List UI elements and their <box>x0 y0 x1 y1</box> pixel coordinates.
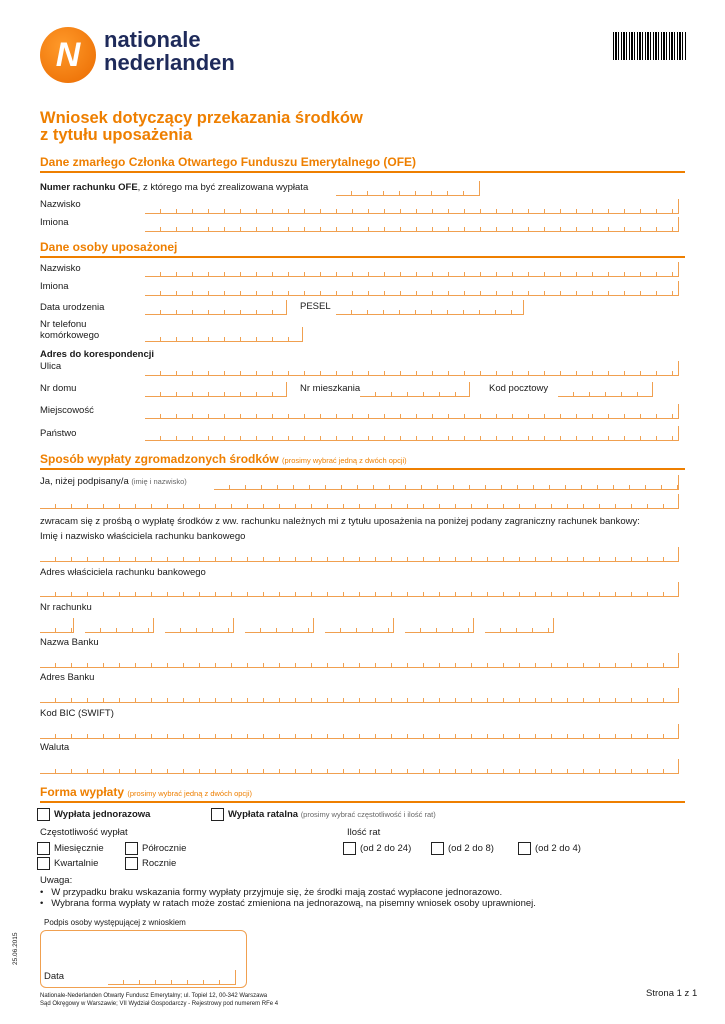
footer-date: 25.06.2015 <box>12 932 19 965</box>
postal-code-field[interactable] <box>558 384 653 397</box>
phone-field[interactable] <box>145 329 303 342</box>
footer-info <box>40 992 278 1008</box>
postal-code-label: Kod pocztowy <box>489 383 549 394</box>
bank-name-field[interactable] <box>40 655 679 668</box>
account-no-group-1[interactable] <box>40 620 74 633</box>
deceased-surname-field[interactable] <box>145 201 679 214</box>
signature-label: Podpis osoby występującej z wnioskiem <box>44 918 186 927</box>
page-number: Strona 1 z 1 <box>646 988 698 999</box>
owner-address-field[interactable] <box>40 584 679 597</box>
section2-rule <box>40 256 685 258</box>
names-label: Imiona <box>40 281 69 292</box>
footer-line2: Sąd Okręgowy w Warszawie; VII Wydział Gospodarczy - Rejestrowy pod numerem RFe 4 <box>40 1001 279 1007</box>
apartment-field[interactable] <box>360 384 470 397</box>
count-24-label: (od 2 do 24) <box>360 843 412 854</box>
title-line1: Wniosek dotyczący przekazania środków <box>40 109 363 127</box>
owner-field[interactable] <box>40 549 679 562</box>
section1-heading: Dane zmarłego Członka Otwartego Funduszu Emerytalnego (OFE) <box>40 155 417 169</box>
section1-rule <box>40 171 685 173</box>
count-4-label: (od 2 do 4) <box>535 843 581 854</box>
house-number-field[interactable] <box>145 384 287 397</box>
account-no-group-2[interactable] <box>85 620 154 633</box>
declarant-note: (imię i nazwisko) <box>131 477 187 486</box>
declarant-field[interactable] <box>214 477 679 490</box>
bank-address-field[interactable] <box>40 690 679 703</box>
count-4-checkbox[interactable] <box>518 842 531 855</box>
address-heading: Adres do korespondencji <box>40 349 155 360</box>
surname-label: Nazwisko <box>40 263 81 274</box>
installment-label-bold: Wypłata ratalna <box>228 809 299 820</box>
semiannual-checkbox[interactable] <box>125 842 138 855</box>
owner-address-label: Adres właściciela rachunku bankowego <box>40 567 206 578</box>
declarant-label-text: Ja, niżej podpisany/a <box>40 476 129 487</box>
footer-line1: Nationale-Nederlanden Otwarty Fundusz Emerytalny; ul. Topiel 12, 00-342 Warszawa <box>40 993 268 999</box>
section3-note: (prosimy wybrać jedną z dwóch opcji) <box>282 456 407 465</box>
annual-checkbox[interactable] <box>125 857 138 870</box>
monthly-label: Miesięcznie <box>54 843 104 854</box>
installments-count-label: Ilość rat <box>347 827 381 838</box>
brand-logo-icon: N <box>55 36 81 74</box>
page-title <box>40 110 363 144</box>
deceased-surname-label: Nazwisko <box>40 199 81 210</box>
note-bullet-2-text: Wybrana forma wypłaty w ratach może zostać zmieniona na jednorazową, na pisemny wniosek osoby uprawnionej. <box>51 898 536 909</box>
account-label-bold: Numer rachunku OFE <box>40 182 138 193</box>
count-8-checkbox[interactable] <box>431 842 444 855</box>
declarant-label <box>40 476 187 487</box>
installment-note: (prosimy wybrać częstotliwość i ilość rat) <box>300 810 436 819</box>
bic-field[interactable] <box>40 726 679 739</box>
count-24-checkbox[interactable] <box>343 842 356 855</box>
country-label: Państwo <box>40 428 77 439</box>
names-field[interactable] <box>145 283 679 296</box>
owner-label: Imię i nazwisko właściciela rachunku bankowego <box>40 531 246 542</box>
note-bullet-1-text: W przypadku braku wskazania formy wypłaty przyjmuje się, że środki mają zostać wypłacone jednorazowo. <box>51 887 503 898</box>
birth-date-field[interactable] <box>145 302 287 315</box>
count-8-label: (od 2 do 8) <box>448 843 494 854</box>
brand-line1: nationale <box>104 27 201 52</box>
lump-sum-label: Wypłata jednorazowa <box>54 809 151 820</box>
installment-label <box>228 809 436 820</box>
birth-date-label: Data urodzenia <box>40 302 105 313</box>
surname-field[interactable] <box>145 264 679 277</box>
section4-heading-text: Forma wypłaty <box>40 785 125 799</box>
brand-name <box>104 28 235 74</box>
quarterly-label: Kwartalnie <box>54 858 99 869</box>
note-bullet-2: • Wybrana forma wypłaty w ratach może zostać zmieniona na jednorazową, na pisemny wniosek osoby uprawnionej. <box>40 898 536 909</box>
currency-field[interactable] <box>40 761 679 774</box>
deceased-names-field[interactable] <box>145 219 679 232</box>
brand-line2: nederlanden <box>104 50 235 75</box>
bic-label: Kod BIC (SWIFT) <box>40 708 114 719</box>
note-heading: Uwaga: <box>40 875 73 886</box>
account-label <box>40 182 308 193</box>
lump-sum-checkbox[interactable] <box>37 808 50 821</box>
currency-label: Waluta <box>40 742 70 753</box>
frequency-label: Częstotliwość wypłat <box>40 827 128 838</box>
account-no-group-4[interactable] <box>245 620 314 633</box>
account-no-group-6[interactable] <box>405 620 474 633</box>
country-field[interactable] <box>145 428 679 441</box>
pesel-label: PESEL <box>300 301 331 312</box>
phone-label-line2: komórkowego <box>40 330 100 341</box>
street-label: Ulica <box>40 361 62 372</box>
phone-label-line1: Nr telefonu <box>40 319 87 330</box>
monthly-checkbox[interactable] <box>37 842 50 855</box>
deceased-names-label: Imiona <box>40 217 69 228</box>
date-label: Data <box>44 971 65 982</box>
section3-rule <box>40 468 685 470</box>
account-no-group-3[interactable] <box>165 620 234 633</box>
title-line2: z tytułu uposażenia <box>40 126 193 144</box>
section4-rule <box>40 801 685 803</box>
house-number-label: Nr domu <box>40 383 77 394</box>
account-no-group-5[interactable] <box>325 620 394 633</box>
section4-heading <box>40 785 252 799</box>
section3-heading <box>40 452 407 466</box>
section3-heading-text: Sposób wypłaty zgromadzonych środków <box>40 452 279 466</box>
street-field[interactable] <box>145 363 679 376</box>
request-text: zwracam się z prośbą o wypłatę środków z ww. rachunku należnych mi z tytułu uposażenia na poniżej podany zagraniczny rachunek bankowy: <box>40 516 640 527</box>
date-field[interactable] <box>108 972 236 985</box>
apartment-label: Nr mieszkania <box>300 383 361 394</box>
installment-checkbox[interactable] <box>211 808 224 821</box>
section2-heading: Dane osoby uposażonej <box>40 240 178 254</box>
bank-name-label: Nazwa Banku <box>40 637 99 648</box>
account-no-label: Nr rachunku <box>40 602 92 613</box>
quarterly-checkbox[interactable] <box>37 857 50 870</box>
semiannual-label: Półrocznie <box>142 843 187 854</box>
barcode <box>613 32 687 60</box>
declarant-field-2[interactable] <box>40 496 679 509</box>
annual-label: Rocznie <box>142 858 177 869</box>
section4-note: (prosimy wybrać jedną z dwóch opcji) <box>127 789 253 798</box>
bank-address-label: Adres Banku <box>40 672 95 683</box>
account-number-field[interactable] <box>336 183 480 196</box>
city-field[interactable] <box>145 406 679 419</box>
note-bullet-1: • W przypadku braku wskazania formy wypłaty przyjmuje się, że środki mają zostać wypłacone jednorazowo. <box>40 887 503 898</box>
account-label-rest: , z którego ma być zrealizowana wypłata <box>137 182 309 193</box>
phone-label <box>40 319 99 341</box>
city-label: Miejscowość <box>40 405 94 416</box>
account-no-group-7[interactable] <box>485 620 554 633</box>
pesel-field[interactable] <box>336 302 524 315</box>
